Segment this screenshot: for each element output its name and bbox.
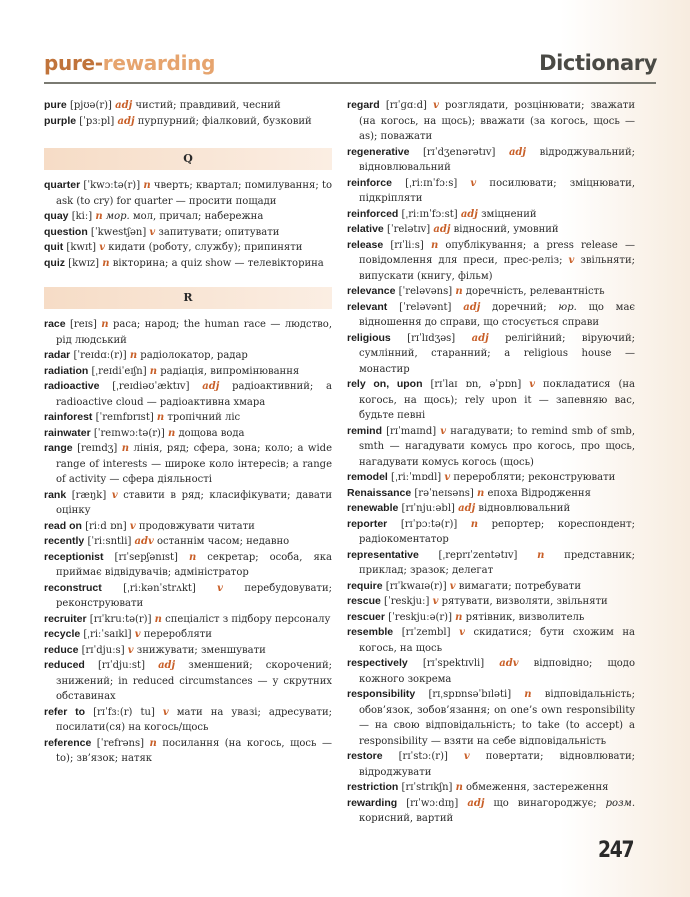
definition: епоха Відродження <box>484 487 591 499</box>
transcription: [ˌriːɪnˈfɔːs] <box>391 177 471 189</box>
running-head-last-word: rewarding <box>102 51 216 75</box>
page-number: 247 <box>598 838 634 863</box>
dictionary-entry <box>347 501 635 517</box>
definition: радіація, випромінювання <box>157 365 300 377</box>
part-of-speech: adv <box>134 536 154 547</box>
headword: renewable <box>347 502 399 514</box>
transcription: [ˈrelətɪv] <box>383 224 434 235</box>
running-head-first-word: pure- <box>44 51 103 75</box>
headword: reference <box>44 736 92 749</box>
headword: rainforest <box>44 411 93 423</box>
transcription: [ˌriːɪnˈfɔːst] <box>398 208 461 220</box>
definition: репортер; кореспондент; радіокоментатор <box>359 518 635 545</box>
dictionary-entry <box>347 284 635 300</box>
definition: доречний; <box>480 301 547 313</box>
part-of-speech: adj <box>202 381 220 392</box>
transcription: [kwɪt] <box>63 242 100 253</box>
headword: rank <box>44 488 67 501</box>
dictionary-entry <box>347 625 635 656</box>
dictionary-entry <box>44 612 332 628</box>
transcription: [rɪˈdjuːst] <box>84 660 159 671</box>
part-of-speech: adv <box>499 658 519 669</box>
definition: зменшений; скорочений; знижений; in reduced circumstances — у скрутних обставинах <box>56 660 332 702</box>
definition: рятувати, визволяти, звільняти <box>438 596 608 607</box>
dictionary-entry <box>44 488 332 519</box>
dictionary-entry <box>347 470 635 486</box>
definition: секретар; особа, яка приймає відвідувачів; адміністратор <box>56 551 332 578</box>
transcription: [rɪˈɡɑːd] <box>379 100 434 111</box>
definition: лінія, ряд; сфера, зона; коло; a wide range of interests — широке коло інтересів; a range of activity — сфера діяльності <box>56 443 332 485</box>
headword: quarter <box>44 179 81 191</box>
transcription: [ˈreskjuːə(r)] <box>384 611 456 623</box>
definition: чверть; квартал; помилування; to ask (to cry) for quarter — просити пощади <box>56 180 332 207</box>
definition: ставити в ряд; класифікувати; давати оцінку <box>56 489 333 516</box>
headword: reporter <box>347 517 388 530</box>
definition: знижувати; зменшувати <box>133 644 266 656</box>
part-of-speech: adj <box>460 208 478 220</box>
part-of-speech: v <box>440 425 447 437</box>
headword: reduced <box>44 659 85 671</box>
headword: religious <box>347 331 391 344</box>
transcription: [kiː] <box>68 211 96 222</box>
part-of-speech: n <box>537 549 545 561</box>
headword: recently <box>44 535 85 547</box>
transcription: [rɪˈdʒenərətɪv] <box>409 146 509 158</box>
headword: radioactive <box>44 380 100 392</box>
dictionary-entry <box>44 364 332 380</box>
part-of-speech: n <box>154 613 162 625</box>
header-rule <box>44 82 656 84</box>
dictionary-entry <box>347 594 635 610</box>
headword: remodel <box>347 471 388 483</box>
transcription: [ˈreɪdɑː(r)] <box>70 350 130 361</box>
part-of-speech: n <box>455 611 463 623</box>
dictionary-entry <box>347 331 635 378</box>
transcription: [ræŋk] <box>66 489 112 501</box>
definition: перебудовувати; реконструювати <box>56 582 332 609</box>
part-of-speech: adj <box>115 100 133 111</box>
transcription: [kwɪz] <box>65 257 103 269</box>
entries-r-continued <box>347 98 635 827</box>
definition: запитувати; опитувати <box>155 226 280 238</box>
definition: відносний, умовний <box>450 224 559 235</box>
usage-label: розм. <box>596 797 635 809</box>
headword: reinforced <box>347 207 399 220</box>
headword: recycle <box>44 628 81 640</box>
headword: resemble <box>347 626 394 638</box>
definition: посилання (на когось, щось — to); зв’язок; натяк <box>56 737 332 764</box>
definition: представник; приклад; зразок; делегат <box>359 549 635 576</box>
dictionary-entry <box>44 209 332 225</box>
definition: переробляти <box>140 629 212 640</box>
dictionary-entry <box>347 687 635 749</box>
definition: рятівник, визволитель <box>462 611 585 623</box>
headword: relevance <box>347 285 396 297</box>
headword: reinforce <box>347 176 392 189</box>
definition: релігійний; віруючий; сумлінний, старанний; a religious house — монастир <box>359 332 635 375</box>
definition: останнім часом; недавно <box>153 536 290 547</box>
dictionary-entry <box>347 300 635 331</box>
transcription: [rɪˈkwaɪə(r)] <box>382 580 450 592</box>
part-of-speech: adj <box>463 301 481 313</box>
transcription: [reɪs] <box>65 319 102 330</box>
part-of-speech: adj <box>471 332 489 344</box>
definition: радіоактивний; a radioactive cloud — радіоактивна хмара <box>56 381 332 408</box>
dictionary-entry <box>44 441 332 488</box>
transcription: [rɪˈstrɪkʃn] <box>398 782 456 793</box>
entries-q <box>44 178 332 271</box>
dictionary-entry <box>347 796 635 827</box>
part-of-speech: n <box>167 427 176 439</box>
definition: тропічний ліс <box>164 412 241 423</box>
part-of-speech: adj <box>508 146 527 158</box>
part-of-speech: n <box>430 239 439 251</box>
part-of-speech: adj <box>467 797 485 809</box>
headword: quiz <box>44 256 65 269</box>
headword: refer to <box>44 705 86 718</box>
usage-label: юр. <box>546 301 577 313</box>
transcription: [rɪˈkruːtə(r)] <box>86 613 155 625</box>
definition: звільняти; випускати (книгу, фільм) <box>359 255 635 282</box>
transcription: [rɪˈlaɪ ɒn, əˈpɒn] <box>422 379 530 390</box>
entries-r <box>44 317 332 767</box>
part-of-speech: v <box>444 472 451 483</box>
definition: мол, причал; набережна <box>129 211 264 222</box>
definition: мати на увазі; адресувати; посилати(ся) на когось/щось <box>56 706 332 733</box>
transcription: [ˈreɪnfɒrɪst] <box>92 412 157 423</box>
dictionary-entry <box>347 222 635 238</box>
part-of-speech: n <box>143 180 151 191</box>
definition: корисний, вартий <box>359 813 454 824</box>
transcription: [ˌriːˈsaɪkl] <box>80 629 135 640</box>
headword: restriction <box>347 781 399 793</box>
dictionary-entry <box>347 176 635 207</box>
transcription: [ˈkwestʃən] <box>87 226 150 238</box>
dictionary-entry <box>44 643 332 659</box>
dictionary-entry <box>347 238 635 285</box>
definition: обмеження, застереження <box>462 782 609 793</box>
transcription: [ˈreskjuː] <box>380 596 433 607</box>
dictionary-entry <box>347 780 635 796</box>
part-of-speech: n <box>477 487 485 499</box>
transcription: [ˈreləvənt] <box>387 301 464 313</box>
part-of-speech: n <box>156 412 165 423</box>
definition: радіолокатор, радар <box>137 350 248 361</box>
headword: rescue <box>347 595 381 607</box>
part-of-speech: v <box>432 596 439 607</box>
part-of-speech: n <box>149 737 157 749</box>
headword: rely on, upon <box>347 378 423 390</box>
definition: пурпурний; фіалковий, бузковий <box>134 115 312 127</box>
dictionary-entry <box>44 98 332 114</box>
headword: race <box>44 318 66 330</box>
definition: переробляти; реконструювати <box>450 472 616 483</box>
definition: продовжувати читати <box>135 520 255 532</box>
part-of-speech: v <box>111 489 118 501</box>
dictionary-entry <box>347 517 635 548</box>
headword: relevant <box>347 300 388 313</box>
part-of-speech: v <box>162 706 169 718</box>
headword: reduce <box>44 643 79 656</box>
dictionary-entry <box>44 581 332 612</box>
dictionary-entry <box>44 627 332 643</box>
dictionary-entry <box>44 410 332 426</box>
transcription: [ˈriːsntli] <box>84 536 135 547</box>
part-of-speech: v <box>134 629 141 640</box>
headword: recruiter <box>44 612 87 625</box>
part-of-speech: n <box>470 518 479 530</box>
dictionary-entry <box>44 426 332 442</box>
headword: remind <box>347 424 383 437</box>
dictionary-entry <box>44 705 332 736</box>
definition: що винагороджує; <box>484 797 597 809</box>
transcription: [rɪˌspɒnsəˈbɪləti] <box>415 689 525 700</box>
transcription: [ˌreɪdiˈeɪʃn] <box>88 365 150 377</box>
definition: відповідальність; обов’язок, зобов’язання; on one’s own responsibility — на свою відповідальність; to take (to accept) a responsibility — взяти на себе відповідальність <box>359 689 635 747</box>
headword: responsibility <box>347 688 416 700</box>
left-column <box>44 98 332 767</box>
dictionary-entry <box>44 736 332 767</box>
definition: відроджувальний; відновлювальний <box>359 146 635 173</box>
dictionary-entry <box>44 550 332 581</box>
dictionary-entry <box>44 240 332 256</box>
headword: rewarding <box>347 796 398 809</box>
dictionary-entry <box>44 178 332 209</box>
part-of-speech: v <box>568 255 575 266</box>
transcription: [riːd ɒn] <box>81 520 130 532</box>
dictionary-entry <box>44 114 332 130</box>
definition: що має відношення до справи, що стосується справи <box>359 301 636 328</box>
definition: кидати (роботу, службу); припиняти <box>105 242 303 253</box>
dictionary-entry <box>347 749 635 780</box>
part-of-speech: n <box>95 211 103 222</box>
dictionary-entry <box>44 379 332 410</box>
part-of-speech: v <box>459 627 465 638</box>
headword: purple <box>44 114 77 127</box>
definition: вікторина; a quiz show — телевікторина <box>109 257 324 269</box>
dictionary-entry <box>44 534 332 550</box>
definition: відповідно; щодо кожного зокрема <box>359 658 635 685</box>
entries-p <box>44 98 332 129</box>
part-of-speech: v <box>127 644 134 656</box>
headword: reconstruct <box>44 581 102 594</box>
transcription: [ˈreləvəns] <box>395 286 456 297</box>
headword: Renaissance <box>347 486 412 499</box>
transcription: [rɪˈstɔː(r)] <box>382 751 464 762</box>
transcription: [rɪˈnjuːəbl] <box>398 503 459 514</box>
dictionary-entry <box>44 519 332 535</box>
part-of-speech: v <box>99 242 106 253</box>
transcription: [pjʊə(r)] <box>66 100 116 111</box>
headword: range <box>44 442 73 454</box>
definition: повертати; відновлювати; відроджувати <box>359 751 635 778</box>
definition: дощова вода <box>175 427 245 439</box>
part-of-speech: adj <box>158 660 176 671</box>
dictionary-entry <box>347 98 635 145</box>
dictionary-entry <box>347 145 635 176</box>
section-title: Dictionary <box>539 51 657 75</box>
transcription: [ˌriːˈmɒdl] <box>387 472 445 483</box>
part-of-speech: v <box>149 226 156 238</box>
dictionary-entry <box>347 579 635 595</box>
headword: rescuer <box>347 610 385 623</box>
headword: release <box>347 238 384 251</box>
dictionary-entry <box>44 256 332 272</box>
part-of-speech: adj <box>458 503 476 514</box>
part-of-speech: v <box>129 520 136 532</box>
transcription: [rɪˈwɔːdɪŋ] <box>397 797 468 809</box>
part-of-speech: v <box>433 100 439 111</box>
dictionary-entry <box>44 348 332 364</box>
definition: зміцнений <box>477 208 537 220</box>
transcription: [rɪˈdjuːs] <box>78 644 128 656</box>
part-of-speech: v <box>217 582 223 594</box>
headword: rainwater <box>44 426 91 439</box>
dictionary-entry <box>347 207 635 223</box>
headword: question <box>44 225 88 238</box>
dictionary-entry <box>347 424 635 471</box>
headword: representative <box>347 548 419 561</box>
headword: restore <box>347 750 383 762</box>
part-of-speech: n <box>129 350 138 361</box>
letter-divider-r: R <box>44 287 332 309</box>
headword: require <box>347 579 383 592</box>
part-of-speech: v <box>529 379 536 390</box>
definition: нагадувати; to remind smb of smb, smth — нагадувати комусь про когось, про щось, нагадувати комусь когось (щось) <box>359 425 635 468</box>
letter-divider-q: Q <box>44 148 332 170</box>
transcription: [ˌriːkənˈstrʌkt] <box>101 582 218 594</box>
dictionary-entry <box>347 610 635 626</box>
running-head-title <box>44 51 215 75</box>
headword: radiation <box>44 364 89 377</box>
transcription: [ˈrefrəns] <box>91 737 150 749</box>
part-of-speech: adj <box>433 224 451 235</box>
dictionary-entry <box>347 656 635 687</box>
transcription: [rɪˈzembl] <box>393 627 460 638</box>
part-of-speech: v <box>449 580 456 592</box>
definition: спеціаліст з підбору персоналу <box>161 613 331 625</box>
transcription: [reɪndʒ] <box>72 443 122 454</box>
definition: доречність, релевантність <box>462 286 605 297</box>
transcription: [rɪˈpɔːtə(r)] <box>387 518 471 530</box>
transcription: [rɪˈsepʃənɪst] <box>103 551 189 563</box>
headword: relative <box>347 223 384 235</box>
usage-label: мор. <box>102 211 130 222</box>
transcription: [ˌreɪdiəʊˈæktɪv] <box>99 381 203 392</box>
transcription: [rɪˈmaɪnd] <box>382 425 441 437</box>
headword: regenerative <box>347 145 410 158</box>
definition: скидатися; бути схожим на когось, на щось <box>359 627 635 654</box>
headword: quay <box>44 210 69 222</box>
definition: відновлювальний <box>475 503 571 514</box>
part-of-speech: v <box>470 177 477 189</box>
headword: receptionist <box>44 550 104 563</box>
definition: розглядати, розцінювати; зважати (на когось, на щось); вважати (за когось, щось — as); поважати <box>359 100 635 142</box>
part-of-speech: n <box>121 443 130 454</box>
transcription: [rɪˈfɜː(r) tu] <box>85 706 163 718</box>
transcription: [ˈpɜːpl] <box>76 115 118 127</box>
dictionary-entry <box>44 658 332 705</box>
part-of-speech: adj <box>117 115 135 127</box>
dictionary-entry <box>347 486 635 502</box>
transcription: [ˈkwɔːtə(r)] <box>80 180 144 191</box>
headword: pure <box>44 99 67 111</box>
dictionary-entry <box>347 548 635 579</box>
transcription: [rɪˈliːs] <box>383 239 431 251</box>
headword: regard <box>347 99 380 111</box>
part-of-speech: n <box>188 551 197 563</box>
headword: radar <box>44 349 71 361</box>
headword: quit <box>44 241 64 253</box>
definition: опублікування; a press release — повідомлення для преси, прес-реліз; <box>359 239 635 266</box>
definition: покладатися (на когось, на щось); rely upon it — запевняю вас, будьте певні <box>359 379 635 421</box>
part-of-speech: v <box>463 751 470 762</box>
transcription: [rɪˈspektɪvli] <box>407 658 500 669</box>
part-of-speech: n <box>149 365 158 377</box>
part-of-speech: n <box>455 286 463 297</box>
headword: read on <box>44 519 82 532</box>
definition: раса; народ; the human race — людство, рід людський <box>56 319 332 346</box>
dictionary-entry <box>44 225 332 241</box>
transcription: [rəˈneɪsəns] <box>411 487 478 499</box>
part-of-speech: n <box>102 257 110 269</box>
right-column <box>347 98 635 827</box>
dictionary-entry <box>347 377 635 424</box>
headword: respectively <box>347 657 408 669</box>
part-of-speech: n <box>524 689 532 700</box>
transcription: [ˈreɪnwɔːtə(r)] <box>90 427 168 439</box>
transcription: [ˌreprɪˈzentətɪv] <box>418 549 538 561</box>
part-of-speech: n <box>455 782 463 793</box>
transcription: [rɪˈlɪdʒəs] <box>390 332 472 344</box>
definition: посилювати; зміцнювати, підкріпляти <box>359 177 635 204</box>
definition: вимагати; потребувати <box>455 580 581 592</box>
definition: чистий; правдивий, чесний <box>132 100 281 111</box>
dictionary-entry <box>44 317 332 348</box>
part-of-speech: n <box>101 319 109 330</box>
